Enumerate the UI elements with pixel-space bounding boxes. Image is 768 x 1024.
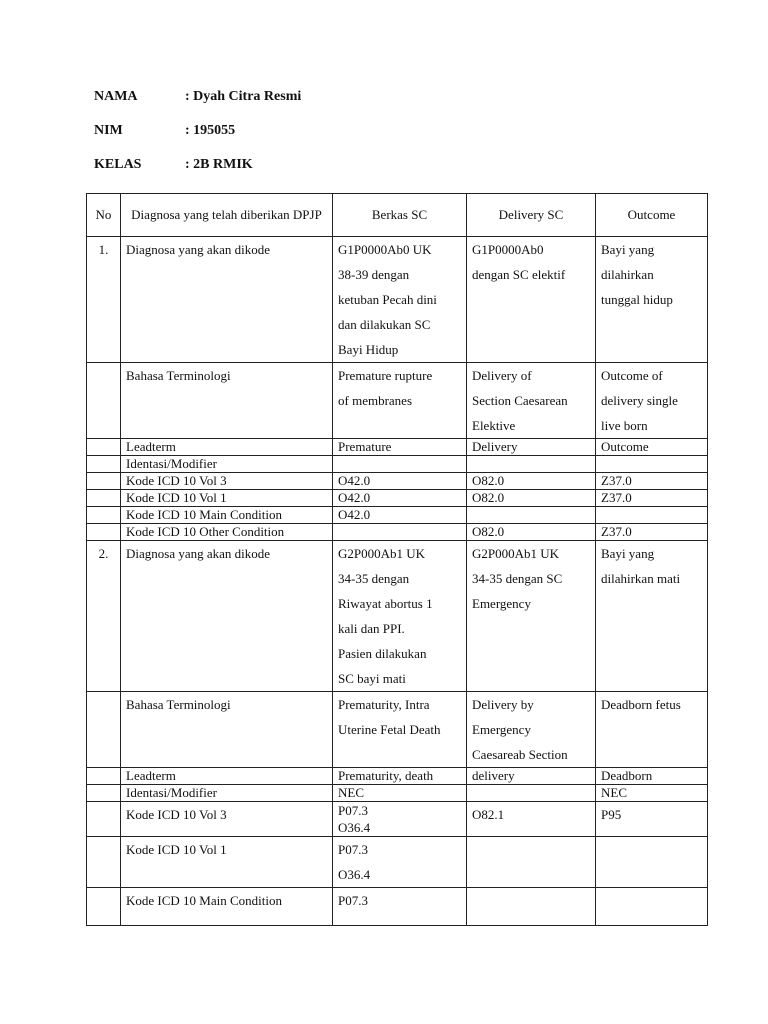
outcome-cell bbox=[596, 837, 708, 888]
delivery-sc-cell bbox=[467, 473, 596, 490]
berkas-sc-cell bbox=[333, 456, 467, 473]
cell-line: Emergency bbox=[472, 722, 531, 737]
row-number-cell bbox=[87, 802, 121, 837]
cell-line: dilahirkan bbox=[601, 267, 654, 282]
table-row bbox=[87, 768, 708, 785]
cell-line: Caesareab Section bbox=[472, 747, 568, 762]
delivery-sc-cell bbox=[467, 456, 596, 473]
delivery-sc-cell bbox=[467, 507, 596, 524]
berkas-sc-cell bbox=[333, 507, 467, 524]
berkas-sc-cell bbox=[333, 541, 467, 692]
table-row bbox=[87, 524, 708, 541]
berkas-sc-cell bbox=[333, 888, 467, 926]
table-row bbox=[87, 439, 708, 456]
outcome-cell bbox=[596, 692, 708, 768]
berkas-sc-cell bbox=[333, 237, 467, 363]
cell-line: Z37.0 bbox=[601, 490, 632, 505]
cell-line: Delivery bbox=[472, 439, 518, 454]
outcome-cell bbox=[596, 802, 708, 837]
berkas-sc-cell bbox=[333, 802, 467, 837]
row-number-cell: 1. bbox=[87, 237, 121, 363]
delivery-sc-cell bbox=[467, 363, 596, 439]
cell-line: Riwayat abortus 1 bbox=[338, 596, 433, 611]
cell-line: Outcome of bbox=[601, 368, 663, 383]
cell-line: O36.4 bbox=[338, 820, 371, 835]
cell-line: O82.0 bbox=[472, 473, 505, 488]
cell-line: P95 bbox=[601, 807, 622, 822]
kelas-label: KELAS bbox=[94, 157, 142, 172]
outcome-cell bbox=[596, 456, 708, 473]
cell-line: Bayi Hidup bbox=[338, 342, 399, 357]
diagnosa-label-cell: Kode ICD 10 Main Condition bbox=[121, 888, 333, 926]
diagnosa-label-cell: Identasi/Modifier bbox=[121, 785, 333, 802]
diagnosa-label-cell: Kode ICD 10 Other Condition bbox=[121, 524, 333, 541]
delivery-sc-cell bbox=[467, 837, 596, 888]
row-number-cell bbox=[87, 473, 121, 490]
cell-line: Bayi yang bbox=[601, 242, 655, 257]
table-row bbox=[87, 837, 708, 888]
outcome-cell bbox=[596, 888, 708, 926]
diagnosa-label-cell: Kode ICD 10 Vol 1 bbox=[121, 490, 333, 507]
delivery-sc-cell bbox=[467, 524, 596, 541]
cell-line: 38-39 dengan bbox=[338, 267, 410, 282]
delivery-sc-cell bbox=[467, 439, 596, 456]
cell-line: P07.3 bbox=[338, 893, 368, 908]
table-row bbox=[87, 785, 708, 802]
delivery-sc-cell bbox=[467, 888, 596, 926]
diagnosa-label-cell: Identasi/Modifier bbox=[121, 456, 333, 473]
row-number-cell bbox=[87, 439, 121, 456]
cell-line: Bayi yang bbox=[601, 546, 655, 561]
cell-line: O82.0 bbox=[472, 524, 505, 539]
column-header-diagnosa: Diagnosa yang telah diberikan DPJP bbox=[121, 194, 333, 237]
berkas-sc-cell bbox=[333, 473, 467, 490]
outcome-cell bbox=[596, 490, 708, 507]
delivery-sc-cell bbox=[467, 692, 596, 768]
cell-line: dilahirkan mati bbox=[601, 571, 681, 586]
diagnosa-label-cell: Leadterm bbox=[121, 439, 333, 456]
icd-coding-table bbox=[86, 193, 708, 926]
cell-line: SC bayi mati bbox=[338, 671, 406, 686]
kelas-value: : 2B RMIK bbox=[185, 157, 253, 172]
nama-label: NAMA bbox=[94, 89, 138, 104]
diagnosa-label-cell: Kode ICD 10 Vol 3 bbox=[121, 473, 333, 490]
cell-line: dan dilakukan SC bbox=[338, 317, 431, 332]
cell-line: G2P000Ab1 UK bbox=[472, 546, 560, 561]
delivery-sc-cell bbox=[467, 768, 596, 785]
table-row bbox=[87, 888, 708, 926]
diagnosa-label-cell: Bahasa Terminologi bbox=[121, 363, 333, 439]
cell-line: Delivery by bbox=[472, 697, 534, 712]
delivery-sc-cell bbox=[467, 541, 596, 692]
delivery-sc-cell bbox=[467, 785, 596, 802]
table-row bbox=[87, 802, 708, 837]
cell-line: Premature rupture bbox=[338, 368, 433, 383]
diagnosa-label-cell: Kode ICD 10 Vol 1 bbox=[121, 837, 333, 888]
cell-line: O42.0 bbox=[338, 490, 371, 505]
cell-line: P07.3 bbox=[338, 803, 368, 818]
cell-line: kali dan PPI. bbox=[338, 621, 405, 636]
cell-line: Prematurity, Intra bbox=[338, 697, 430, 712]
cell-line: Pasien dilakukan bbox=[338, 646, 427, 661]
diagnosa-label-cell: Kode ICD 10 Main Condition bbox=[121, 507, 333, 524]
cell-line: P07.3 bbox=[338, 842, 368, 857]
row-number-cell: 2. bbox=[87, 541, 121, 692]
column-header-berkas-sc: Berkas SC bbox=[333, 194, 467, 237]
berkas-sc-cell bbox=[333, 692, 467, 768]
cell-line: G2P000Ab1 UK bbox=[338, 546, 426, 561]
nim-label: NIM bbox=[94, 123, 123, 138]
table-row bbox=[87, 473, 708, 490]
cell-line: delivery single bbox=[601, 393, 678, 408]
row-number-cell bbox=[87, 768, 121, 785]
table-row bbox=[87, 692, 708, 768]
cell-line: O82.1 bbox=[472, 807, 505, 822]
cell-line: O36.4 bbox=[338, 867, 371, 882]
row-number-cell bbox=[87, 524, 121, 541]
cell-line: dengan SC elektif bbox=[472, 267, 566, 282]
outcome-cell bbox=[596, 785, 708, 802]
berkas-sc-cell bbox=[333, 524, 467, 541]
table-row bbox=[87, 541, 708, 692]
cell-line: O82.0 bbox=[472, 490, 505, 505]
cell-line: Deadborn bbox=[601, 768, 653, 783]
row-number-cell bbox=[87, 507, 121, 524]
row-number-cell bbox=[87, 456, 121, 473]
outcome-cell bbox=[596, 439, 708, 456]
berkas-sc-cell bbox=[333, 490, 467, 507]
row-number-cell bbox=[87, 888, 121, 926]
cell-line: tunggal hidup bbox=[601, 292, 673, 307]
outcome-cell bbox=[596, 541, 708, 692]
row-number-cell bbox=[87, 837, 121, 888]
cell-line: ketuban Pecah dini bbox=[338, 292, 437, 307]
cell-line: Deadborn fetus bbox=[601, 697, 681, 712]
diagnosa-label-cell: Diagnosa yang akan dikode bbox=[121, 237, 333, 363]
cell-line: NEC bbox=[338, 785, 364, 800]
outcome-cell bbox=[596, 507, 708, 524]
table-row bbox=[87, 237, 708, 363]
outcome-cell bbox=[596, 363, 708, 439]
cell-line: G1P0000Ab0 bbox=[472, 242, 544, 257]
outcome-cell bbox=[596, 768, 708, 785]
diagnosa-label-cell: Kode ICD 10 Vol 3 bbox=[121, 802, 333, 837]
diagnosa-label-cell: Diagnosa yang akan dikode bbox=[121, 541, 333, 692]
cell-line: O42.0 bbox=[338, 473, 371, 488]
table-row bbox=[87, 507, 708, 524]
table-header-row bbox=[87, 194, 708, 237]
cell-line: Elektive bbox=[472, 418, 516, 433]
cell-line: NEC bbox=[601, 785, 627, 800]
diagnosa-label-cell: Leadterm bbox=[121, 768, 333, 785]
delivery-sc-cell bbox=[467, 802, 596, 837]
cell-line: Z37.0 bbox=[601, 473, 632, 488]
row-number-cell bbox=[87, 363, 121, 439]
table-row bbox=[87, 456, 708, 473]
cell-line: G1P0000Ab0 UK bbox=[338, 242, 432, 257]
row-number-cell bbox=[87, 490, 121, 507]
cell-line: Z37.0 bbox=[601, 524, 632, 539]
berkas-sc-cell bbox=[333, 837, 467, 888]
berkas-sc-cell bbox=[333, 768, 467, 785]
column-header-delivery-sc: Delivery SC bbox=[467, 194, 596, 237]
row-number-cell bbox=[87, 785, 121, 802]
berkas-sc-cell bbox=[333, 439, 467, 456]
cell-line: Emergency bbox=[472, 596, 531, 611]
outcome-cell bbox=[596, 473, 708, 490]
cell-line: 34-35 dengan bbox=[338, 571, 410, 586]
cell-line: Section Caesarean bbox=[472, 393, 568, 408]
nim-value: : 195055 bbox=[185, 123, 236, 138]
delivery-sc-cell bbox=[467, 237, 596, 363]
table-row bbox=[87, 363, 708, 439]
outcome-cell bbox=[596, 524, 708, 541]
outcome-cell bbox=[596, 237, 708, 363]
cell-line: Outcome bbox=[601, 439, 649, 454]
column-header-outcome: Outcome bbox=[596, 194, 708, 237]
cell-line: delivery bbox=[472, 768, 515, 783]
berkas-sc-cell bbox=[333, 785, 467, 802]
row-number-cell bbox=[87, 692, 121, 768]
delivery-sc-cell bbox=[467, 490, 596, 507]
nama-value: : Dyah Citra Resmi bbox=[185, 89, 302, 104]
cell-line: O42.0 bbox=[338, 507, 371, 522]
cell-line: Premature bbox=[338, 439, 392, 454]
table-row bbox=[87, 490, 708, 507]
cell-line: Uterine Fetal Death bbox=[338, 722, 441, 737]
cell-line: of membranes bbox=[338, 393, 413, 408]
column-header-no: No bbox=[87, 194, 121, 237]
cell-line: 34-35 dengan SC bbox=[472, 571, 563, 586]
cell-line: live born bbox=[601, 418, 648, 433]
cell-line: Prematurity, death bbox=[338, 768, 434, 783]
cell-line: Delivery of bbox=[472, 368, 532, 383]
berkas-sc-cell bbox=[333, 363, 467, 439]
diagnosa-label-cell: Bahasa Terminologi bbox=[121, 692, 333, 768]
